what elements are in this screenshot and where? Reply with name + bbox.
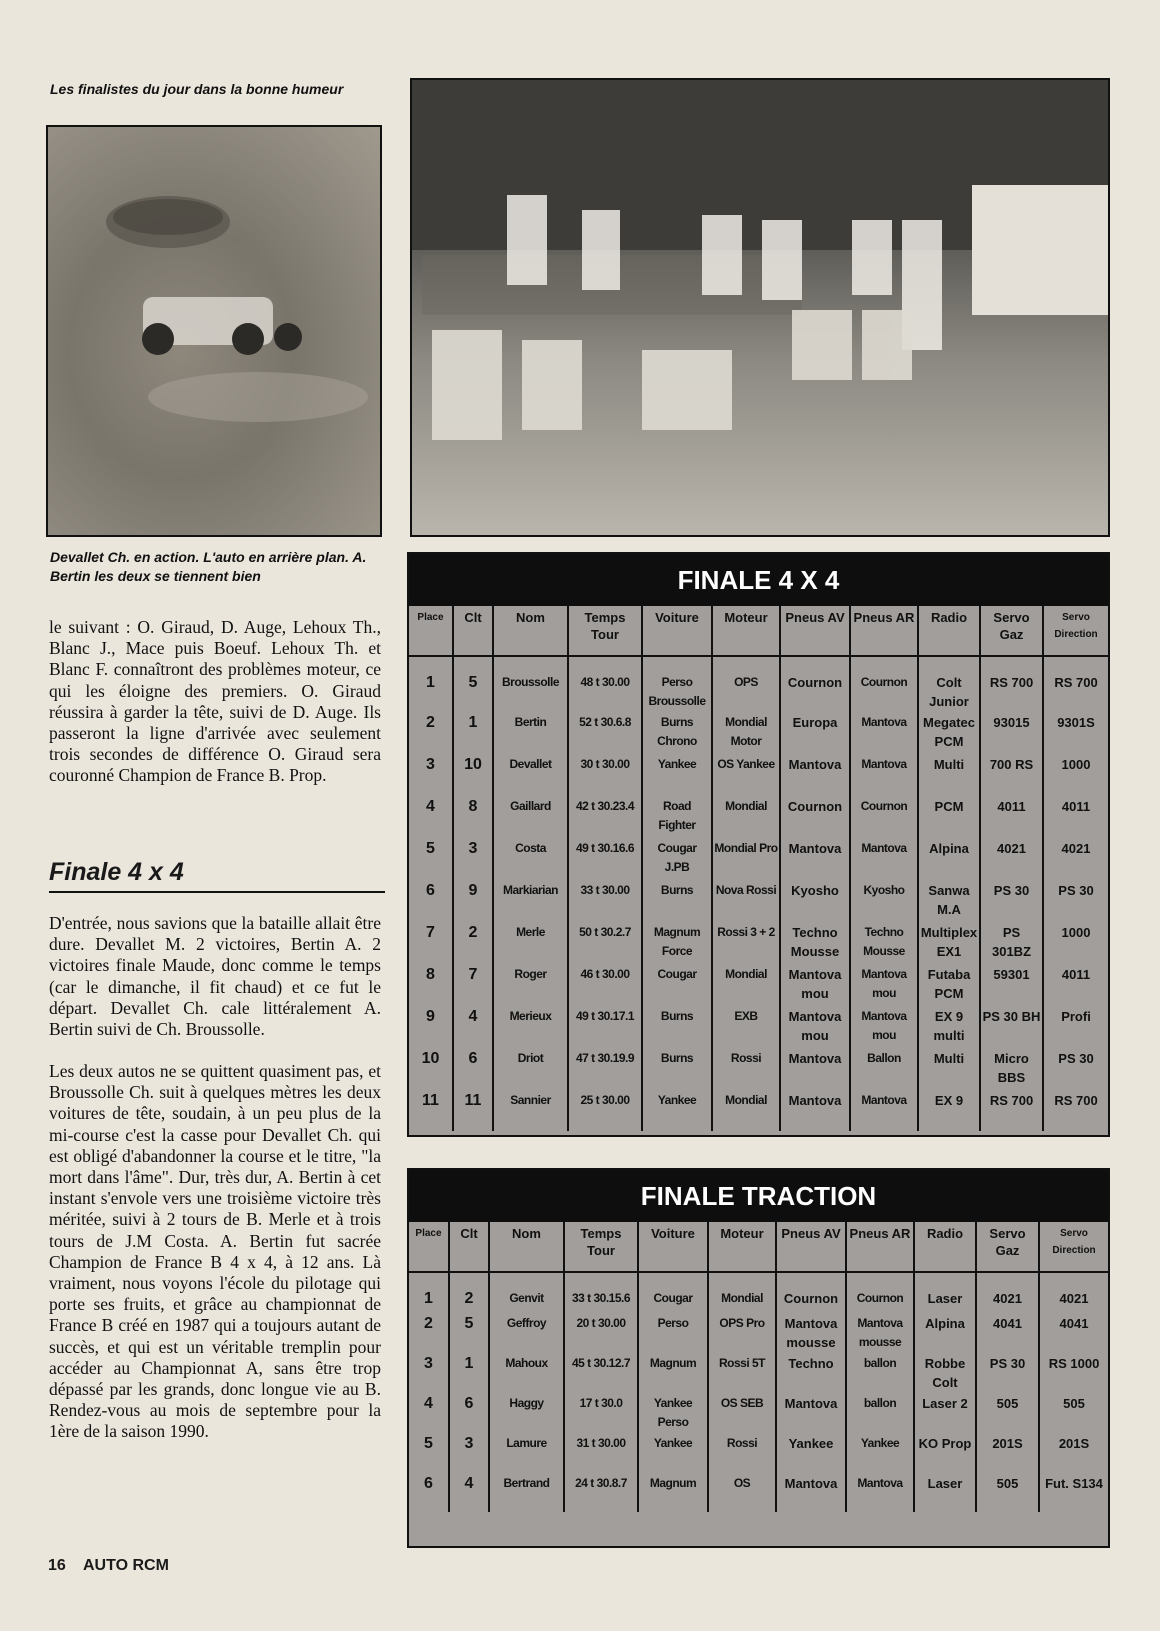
column-header: Clt (449, 1222, 489, 1272)
table-row (409, 795, 1108, 837)
table-cell: Mantova (780, 837, 850, 879)
table-cell: Devallet (493, 753, 568, 795)
table-cell: Mantova mousse (846, 1312, 914, 1352)
article-paragraph-2: D'entrée, nous savions que la bataille allait être dure. Devallet M. 2 victoires, Bertin A. 2 victoires finale Maude, donc comme le temps (car le dimanche, il fit chaud) et ce fut le départ. Devallet Ch. cale littéralement A. Bertin suivi de Ch. Broussolle. (49, 913, 381, 1040)
table-cell: Laser 2 (914, 1392, 976, 1432)
table-cell: Mantova (850, 837, 918, 879)
table-cell: Mantova (780, 753, 850, 795)
table-cell: Megatec PCM (918, 711, 980, 753)
column-header: Nom (489, 1222, 564, 1272)
table-cell: EXB (712, 1005, 780, 1047)
column-header: Nom (493, 606, 568, 656)
table-cell: PCM (918, 795, 980, 837)
table-cell: 505 (1039, 1392, 1108, 1432)
table-cell: 93015 (980, 711, 1043, 753)
table-cell: 201S (976, 1432, 1039, 1472)
table-cell: Mantova (850, 711, 918, 753)
table-cell: Yankee (776, 1432, 846, 1472)
table-cell: Mondial (712, 963, 780, 1005)
table-cell: Yankee (846, 1432, 914, 1472)
table-cell: RS 700 (1043, 1089, 1108, 1131)
table-cell: 5 (449, 1312, 489, 1352)
table-cell: Merieux (493, 1005, 568, 1047)
photo-race-car (46, 125, 382, 537)
table-cell: 8 (426, 966, 435, 983)
table-row (409, 1312, 1108, 1352)
column-header: Temps Tour (568, 606, 642, 656)
table-cell: 3 (449, 1432, 489, 1472)
column-header: Pneus AV (780, 606, 850, 656)
column-header: Pneus AR (850, 606, 918, 656)
column-header: Pneus AV (776, 1222, 846, 1272)
table-cell: OS Yankee (712, 753, 780, 795)
table-cell: 25 t 30.00 (568, 1089, 642, 1131)
table-cell: Alpina (914, 1312, 976, 1352)
table-cell: Bertrand (489, 1472, 564, 1512)
table-cell: Laser (914, 1272, 976, 1312)
table-cell: 52 t 30.6.8 (568, 711, 642, 753)
column-header: Place (409, 606, 453, 656)
table-cell: Broussolle (493, 656, 568, 711)
table-cell: Nova Rossi (712, 879, 780, 921)
table-cell: Mantova (780, 1047, 850, 1089)
table-cell: 5 (424, 1435, 433, 1452)
table-cell: Mondial Pro (712, 837, 780, 879)
table-cell: 11 (453, 1089, 493, 1131)
table-cell: Rossi 3 + 2 (712, 921, 780, 963)
table-cell: Yankee (642, 753, 712, 795)
table-cell: Mantova (776, 1472, 846, 1512)
page-footer (48, 1557, 169, 1575)
table-cell: 33 t 30.00 (568, 879, 642, 921)
table-row (409, 1352, 1108, 1392)
table-cell: PS 30 BH (980, 1005, 1043, 1047)
table-body (409, 656, 1108, 1131)
table-cell: 9301S (1043, 711, 1108, 753)
table-cell: Mantova (850, 753, 918, 795)
table-cell: RS 700 (980, 1089, 1043, 1131)
table-cell: Laser (914, 1472, 976, 1512)
caption-finalists: Les finalistes du jour dans la bonne humeur (50, 81, 344, 97)
table-cell: Roger (493, 963, 568, 1005)
table-cell: Cournon (850, 795, 918, 837)
table-cell: Europa (780, 711, 850, 753)
table-cell: Micro BBS (980, 1047, 1043, 1089)
table-cell: 49 t 30.17.1 (568, 1005, 642, 1047)
table-cell: Multiplex EX1 (918, 921, 980, 963)
table-cell: 45 t 30.12.7 (564, 1352, 638, 1392)
table-cell: 505 (976, 1472, 1039, 1512)
table-cell: 11 (422, 1092, 439, 1109)
table-cell: 4 (449, 1472, 489, 1512)
table-cell: Techno Mousse (780, 921, 850, 963)
table-cell: 4 (453, 1005, 493, 1047)
table-cell: Mondial (712, 1089, 780, 1131)
table-cell: Mantova (850, 1089, 918, 1131)
table-cell: 33 t 30.15.6 (564, 1272, 638, 1312)
table-cell: 1 (453, 711, 493, 753)
table-cell: OS SEB (708, 1392, 776, 1432)
table-cell: Sanwa M.A (918, 879, 980, 921)
table-cell: 1000 (1043, 753, 1108, 795)
table-cell: Magnum (638, 1352, 708, 1392)
table-cell: 48 t 30.00 (568, 656, 642, 711)
table-cell: 2 (424, 1315, 433, 1332)
table-cell: Mondial Motor (712, 711, 780, 753)
table-cell: ballon (846, 1352, 914, 1392)
table-cell: Colt Junior (918, 656, 980, 711)
table-cell: Cougar J.PB (642, 837, 712, 879)
column-header: Pneus AR (846, 1222, 914, 1272)
table-cell: Techno Mousse (850, 921, 918, 963)
table-cell: Mantova mou (850, 1005, 918, 1047)
table-cell: Cougar (642, 963, 712, 1005)
table-cell: ballon (846, 1392, 914, 1432)
table-cell: 201S (1039, 1432, 1108, 1472)
article-paragraph-1: le suivant : O. Giraud, D. Auge, Lehoux Th., Blanc J., Mace puis Boeuf. Lehoux Th. et Blanc F. connaîtront des problèmes moteur, ce qui les éloigne des premiers. O. Giraud réussira à garder la tête, suivi de D. Auge. Ils passeront la ligne d'arrivée avec seulement trois secondes de différence O. Giraud sera couronné Champion de France B. Prop. (49, 617, 381, 786)
table-cell: Burns Chrono (642, 711, 712, 753)
table-cell: Mahoux (489, 1352, 564, 1392)
column-header: Voiture (638, 1222, 708, 1272)
table-cell: 9 (453, 879, 493, 921)
table-row (409, 1272, 1108, 1312)
table-cell: Geffroy (489, 1312, 564, 1352)
table-cell: Road Fighter (642, 795, 712, 837)
table-cell: 10 (453, 753, 493, 795)
table-row (409, 1089, 1108, 1131)
table-cell: Mondial (708, 1272, 776, 1312)
table-cell: OS (708, 1472, 776, 1512)
table-cell: Markiarian (493, 879, 568, 921)
table-cell: 17 t 30.0 (564, 1392, 638, 1432)
table-cell: 2 (449, 1272, 489, 1312)
table-row (409, 837, 1108, 879)
table-cell: 4021 (1043, 837, 1108, 879)
column-header: Radio (914, 1222, 976, 1272)
column-header: Place (409, 1222, 449, 1272)
table-row (409, 921, 1108, 963)
table-cell: 20 t 30.00 (564, 1312, 638, 1352)
table-cell: Perso Broussolle (642, 656, 712, 711)
table-cell: Costa (493, 837, 568, 879)
table-cell: 49 t 30.16.6 (568, 837, 642, 879)
table-cell: 4011 (1043, 795, 1108, 837)
table-cell: Gaillard (493, 795, 568, 837)
results-table-traction (407, 1168, 1110, 1548)
caption-devallet: Devallet Ch. en action. L'auto en arrière plan. A. Bertin les deux se tiennent bien (50, 549, 367, 584)
table-row (409, 1392, 1108, 1432)
table-cell: PS 301BZ (980, 921, 1043, 963)
table-title: FINALE 4 X 4 (409, 554, 1108, 606)
column-header: Servo Gaz (976, 1222, 1039, 1272)
table-header-row (409, 1222, 1108, 1272)
table-cell: Kyosho (850, 879, 918, 921)
table-cell: Lamure (489, 1432, 564, 1472)
table-cell: 6 (426, 882, 435, 899)
table-cell: 4021 (1039, 1272, 1108, 1312)
table-cell: 50 t 30.2.7 (568, 921, 642, 963)
table-cell: Burns (642, 879, 712, 921)
table-cell: Multi (918, 753, 980, 795)
table-cell: Rossi (708, 1432, 776, 1472)
table-cell: Robbe Colt (914, 1352, 976, 1392)
table-cell: OPS Pro (708, 1312, 776, 1352)
table-cell: 4041 (1039, 1312, 1108, 1352)
table-cell: Alpina (918, 837, 980, 879)
page-number: 16 (48, 1557, 66, 1574)
magazine-name: AUTO RCM (82, 1557, 169, 1574)
table-cell: Driot (493, 1047, 568, 1089)
table-cell: Futaba PCM (918, 963, 980, 1005)
table-cell: 2 (453, 921, 493, 963)
table-title: FINALE TRACTION (409, 1170, 1108, 1222)
table-cell: Rossi (712, 1047, 780, 1089)
table-cell: Cournon (850, 656, 918, 711)
race-car-illustration (48, 127, 380, 535)
table-cell: Cournon (846, 1272, 914, 1312)
table-cell: Sannier (493, 1089, 568, 1131)
table-cell: 6 (449, 1392, 489, 1432)
table-cell: 2 (426, 714, 435, 731)
table-cell: 59301 (980, 963, 1043, 1005)
column-header: Clt (453, 606, 493, 656)
column-header: Moteur (712, 606, 780, 656)
table-cell: 47 t 30.19.9 (568, 1047, 642, 1089)
table-row (409, 1472, 1108, 1512)
table-cell: 1 (424, 1290, 433, 1307)
table-cell: Cournon (776, 1272, 846, 1312)
column-header: Servo Direction (1043, 606, 1108, 656)
table-cell: Merle (493, 921, 568, 963)
table-row (409, 753, 1108, 795)
table-cell: Techno (776, 1352, 846, 1392)
table-cell: RS 1000 (1039, 1352, 1108, 1392)
table-cell: EX 9 (918, 1089, 980, 1131)
section-title-finale-4x4: Finale 4 x 4 (49, 858, 385, 893)
column-header: Temps Tour (564, 1222, 638, 1272)
table-cell: PS 30 (980, 879, 1043, 921)
article-paragraph-3: Les deux autos ne se quittent quasiment pas, et Broussolle Ch. suit à quelques mètres les deux voitures de tête, soudain, à un peu plus de la mi-course c'est la casse pour Devallet Ch. qui est obligé d'abandonner la course et le titre, "la mort dans l'âme". Dur, très dur, A. Bertin à cet instant s'envole vers une troisième victoire très méritée, suivi à 2 tours de B. Merle et à trois tours de J.M Costa. A. Bertin fut sacrée Champion de France B 4 x 4, à 12 ans. Là vraiment, nous voyons l'école du pilotage qui porte ses fruits, et grâce au championnat de France B créé en 1987 qui a toujours autant de succès, et qui est un véritable tremplin pour accéder au Championnat A, sans être trop dépassé par les grands, donc longue vie au B. Rendez-vous au mois de septembre pour la 1ère de la saison 1990. (49, 1061, 381, 1442)
table-cell: Fut. S134 (1039, 1472, 1108, 1512)
table-cell: 700 RS (980, 753, 1043, 795)
table-cell: Profi (1043, 1005, 1108, 1047)
table-row (409, 656, 1108, 711)
table-cell: 10 (421, 1050, 440, 1067)
table-cell: 3 (424, 1355, 433, 1372)
column-header: Servo Direction (1039, 1222, 1108, 1272)
table-row (409, 963, 1108, 1005)
table-cell: 505 (976, 1392, 1039, 1432)
table-cell: 6 (453, 1047, 493, 1089)
table-cell: 9 (426, 1008, 435, 1025)
table-cell: Perso (638, 1312, 708, 1352)
table-cell: Kyosho (780, 879, 850, 921)
table-cell: 4011 (980, 795, 1043, 837)
table-cell: Mantova (776, 1392, 846, 1432)
table-cell: EX 9 multi (918, 1005, 980, 1047)
table-body (409, 1272, 1108, 1512)
table-cell: Yankee (642, 1089, 712, 1131)
table-cell: KO Prop (914, 1432, 976, 1472)
table-cell: 4021 (980, 837, 1043, 879)
table-cell: 7 (426, 924, 435, 941)
table-cell: 4041 (976, 1312, 1039, 1352)
table-cell: 31 t 30.00 (564, 1432, 638, 1472)
table-cell: 30 t 30.00 (568, 753, 642, 795)
table-cell: 3 (453, 837, 493, 879)
table-cell: Bertin (493, 711, 568, 753)
table-cell: Rossi 5T (708, 1352, 776, 1392)
table-cell: Burns (642, 1047, 712, 1089)
table-cell: Multi (918, 1047, 980, 1089)
table-cell: 8 (453, 795, 493, 837)
table-cell: Mantova (846, 1472, 914, 1512)
table-cell: 4 (424, 1395, 433, 1412)
results-table-4x4 (407, 552, 1110, 1137)
table-cell: 1 (426, 674, 435, 691)
table-cell: 46 t 30.00 (568, 963, 642, 1005)
column-header: Servo Gaz (980, 606, 1043, 656)
table-cell: 4021 (976, 1272, 1039, 1312)
table-cell: Mondial (712, 795, 780, 837)
table-row (409, 711, 1108, 753)
table-cell: Burns (642, 1005, 712, 1047)
table-cell: Mantova (780, 1089, 850, 1131)
group-illustration (412, 80, 1108, 535)
table-cell: Cougar (638, 1272, 708, 1312)
table-cell: Magnum Force (642, 921, 712, 963)
table-cell: Mantova mousse (776, 1312, 846, 1352)
table-cell: RS 700 (1043, 656, 1108, 711)
table-cell: RS 700 (980, 656, 1043, 711)
table-cell: 1000 (1043, 921, 1108, 963)
table-cell: 5 (453, 656, 493, 711)
table-cell: Magnum (638, 1472, 708, 1512)
table-row (409, 879, 1108, 921)
photo-finalists-group (410, 78, 1110, 537)
table-cell: 3 (426, 756, 435, 773)
table-cell: Cournon (780, 656, 850, 711)
table-cell: 1 (449, 1352, 489, 1392)
table-row (409, 1005, 1108, 1047)
table-cell: Cournon (780, 795, 850, 837)
table-cell: 4 (426, 798, 435, 815)
table-cell: Mantova mou (780, 963, 850, 1005)
table-cell: Yankee (638, 1432, 708, 1472)
table-cell: PS 30 (1043, 879, 1108, 921)
table-cell: 24 t 30.8.7 (564, 1472, 638, 1512)
table-cell: 7 (453, 963, 493, 1005)
column-header: Moteur (708, 1222, 776, 1272)
table-header-row (409, 606, 1108, 656)
table-cell: Genvit (489, 1272, 564, 1312)
table-cell: 4011 (1043, 963, 1108, 1005)
table-cell: PS 30 (1043, 1047, 1108, 1089)
table-cell: 5 (426, 840, 435, 857)
table-cell: PS 30 (976, 1352, 1039, 1392)
table-cell: Mantova mou (780, 1005, 850, 1047)
column-header: Radio (918, 606, 980, 656)
table-cell: 6 (424, 1475, 433, 1492)
table-cell: Mantova mou (850, 963, 918, 1005)
table-cell: Haggy (489, 1392, 564, 1432)
table-cell: 42 t 30.23.4 (568, 795, 642, 837)
column-header: Voiture (642, 606, 712, 656)
table-cell: OPS (712, 656, 780, 711)
table-row (409, 1432, 1108, 1472)
table-cell: Ballon (850, 1047, 918, 1089)
table-cell: Yankee Perso (638, 1392, 708, 1432)
table-row (409, 1047, 1108, 1089)
